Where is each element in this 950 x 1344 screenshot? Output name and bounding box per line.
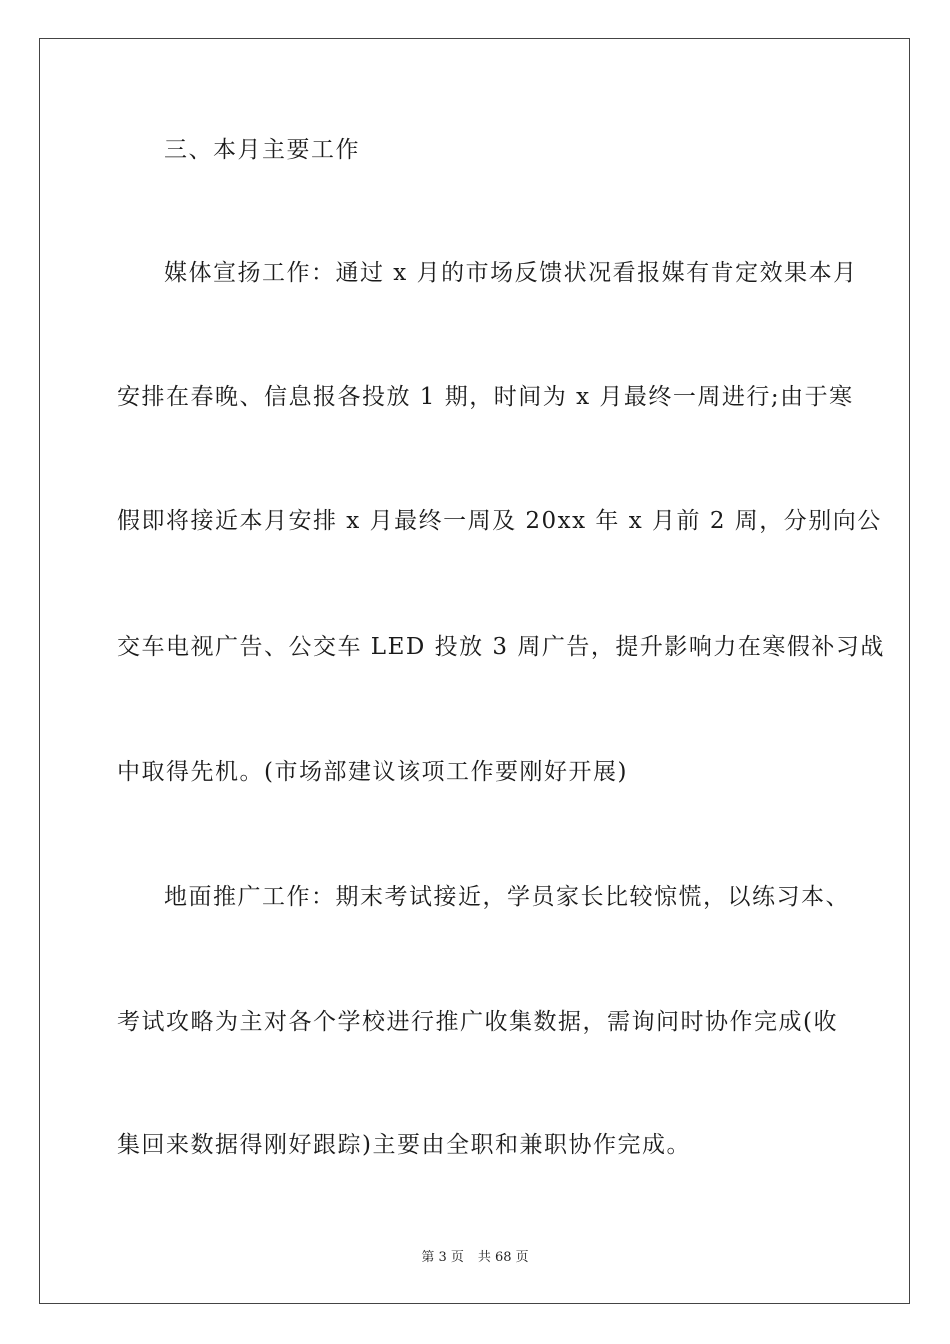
paragraph-line: 媒体宣扬工作：通过 x 月的市场反馈状况看报媒有肯定效果本月 xyxy=(164,260,858,286)
page-number: 第 3 页 xyxy=(421,1250,464,1265)
page-footer xyxy=(0,1246,950,1265)
section-heading: 三、本月主要工作 xyxy=(164,137,360,163)
page-total: 共 68 页 xyxy=(477,1250,529,1265)
paragraph-line: 交车电视广告、公交车 LED 投放 3 周广告，提升影响力在寒假补习战 xyxy=(117,634,885,660)
paragraph-line: 集回来数据得刚好跟踪)主要由全职和兼职协作完成。 xyxy=(117,1132,691,1158)
page-frame xyxy=(39,38,910,1304)
paragraph-line: 假即将接近本月安排 x 月最终一周及 20xx 年 x 月前 2 周，分别向公 xyxy=(117,508,882,534)
paragraph-line: 安排在春晚、信息报各投放 1 期，时间为 x 月最终一周进行;由于寒 xyxy=(117,384,854,410)
paragraph-line: 地面推广工作：期末考试接近，学员家长比较惊慌，以练习本、 xyxy=(164,884,850,910)
paragraph-line: 考试攻略为主对各个学校进行推广收集数据，需询问时协作完成(收 xyxy=(117,1009,838,1035)
paragraph-line: 中取得先机。(市场部建议该项工作要刚好开展) xyxy=(117,759,628,785)
